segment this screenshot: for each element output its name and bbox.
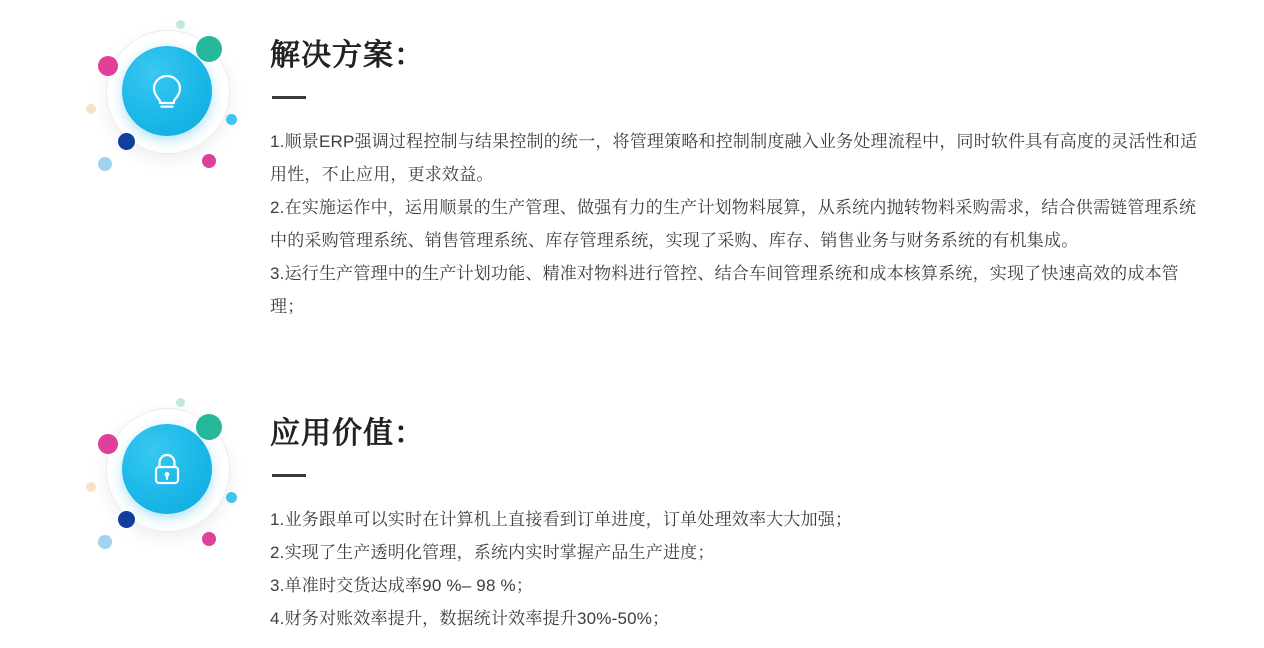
decorative-dot-mint <box>176 20 185 29</box>
decorative-dot-mint <box>176 398 185 407</box>
heading-underline <box>272 96 306 99</box>
heading-underline <box>272 474 306 477</box>
lightbulb-icon <box>144 68 190 114</box>
solution-text-column <box>270 38 1210 323</box>
decorative-dot-teal <box>196 414 222 440</box>
decorative-dot-cyan <box>226 114 237 125</box>
decorative-dot-cyan <box>226 492 237 503</box>
decorative-dot-light-blue <box>98 535 112 549</box>
icon-core-circle <box>122 46 212 136</box>
decorative-dot-light-blue <box>98 157 112 171</box>
page-title-solution: 解决方案： <box>270 39 425 72</box>
paragraph: 1.顺景ERP强调过程控制与结果控制的统一，将管理策略和控制制度融入业务处理流程中，同时软件具有高度的灵活性和适用性，不止应用，更求效益。 <box>270 132 1198 184</box>
icon-cluster-value <box>78 396 258 556</box>
paragraph: 3.单准时交货达成率90 %– 98 %； <box>270 576 534 595</box>
solution-body <box>270 125 1210 323</box>
decorative-dot-rose <box>202 532 216 546</box>
decorative-dot-cream <box>86 104 96 114</box>
value-body <box>270 503 1210 635</box>
decorative-dot-pink <box>98 56 118 76</box>
paragraph: 3.运行生产管理中的生产计划功能、精准对物料进行管控、结合车间管理系统和成本核算系统，实现了快速高效的成本管理； <box>270 264 1179 316</box>
decorative-dot-navy <box>118 511 135 528</box>
paragraph: 2.在实施运作中，运用顺景的生产管理、做强有力的生产计划物料展算，从系统内抛转物料采购需求，结合供需链管理系统中的采购管理系统、销售管理系统、库存管理系统，实现了采购、库存、销售业务与财务系统的有机集成。 <box>270 198 1197 250</box>
decorative-dot-rose <box>202 154 216 168</box>
value-text-column <box>270 416 1210 635</box>
paragraph: 1.业务跟单可以实时在计算机上直接看到订单进度，订单处理效率大大加强； <box>270 510 853 529</box>
icon-cluster-solution <box>78 18 258 178</box>
icon-core-circle <box>122 424 212 514</box>
decorative-dot-teal <box>196 36 222 62</box>
paragraph: 2.实现了生产透明化管理，系统内实时掌握产品生产进度； <box>270 543 715 562</box>
lock-icon <box>145 447 189 491</box>
decorative-dot-pink <box>98 434 118 454</box>
page-title-value: 应用价值： <box>270 417 425 450</box>
decorative-dot-cream <box>86 482 96 492</box>
paragraph: 4.财务对账效率提升，数据统计效率提升30%-50%； <box>270 609 670 628</box>
decorative-dot-navy <box>118 133 135 150</box>
